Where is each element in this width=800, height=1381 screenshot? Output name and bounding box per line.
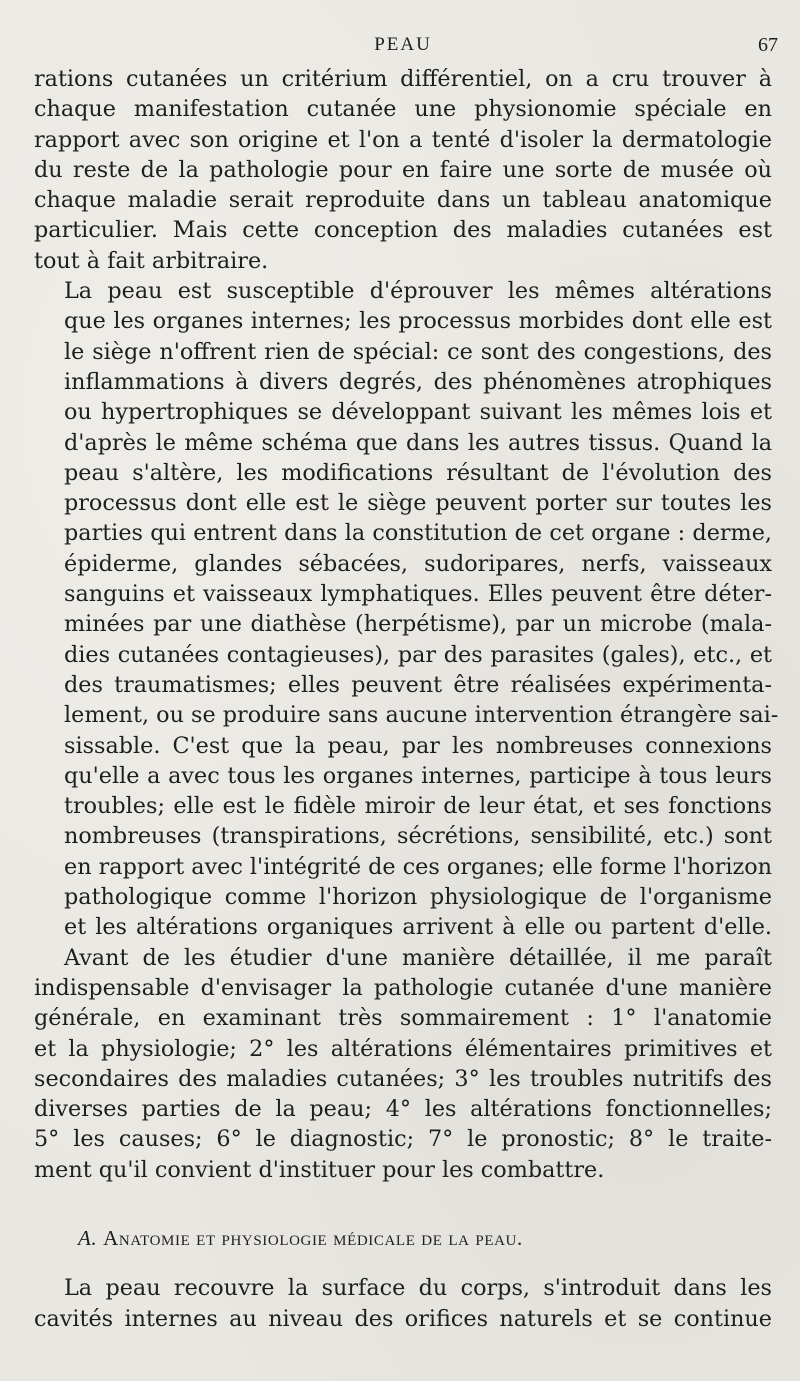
section-heading xyxy=(34,1223,772,1253)
text-line: indispensable d'envisager la pathologie cutanée d'une manière xyxy=(34,974,772,1001)
text-line: chaque manifestation cutanée une physionomie spéciale en xyxy=(34,96,772,123)
text-line: chaque maladie serait reproduite dans un tableau anatomique xyxy=(34,187,772,214)
text-line: en rapport avec l'intégrité de ces organes; elle forme l'horizon xyxy=(64,853,773,880)
text-line: secondaires des maladies cutanées; 3° les troubles nutritifs des xyxy=(34,1065,772,1092)
text-line: tout à fait arbitraire. xyxy=(34,247,269,274)
text-line: dies cutanées contagieuses), par des parasites (gales), etc., et xyxy=(64,641,772,668)
text-line: particulier. Mais cette conception des maladies cutanées est xyxy=(34,217,772,244)
text-line: cavités internes au niveau des orifices naturels et se continue xyxy=(34,1305,772,1332)
text-line: qu'elle a avec tous les organes internes, participe à tous leurs xyxy=(64,762,772,789)
text-line: lement, ou se produire sans aucune intervention étrangère sai- xyxy=(64,702,779,729)
paragraph-2 xyxy=(34,276,779,943)
text-line: Avant de les étudier d'une manière détaillée, il me paraît xyxy=(64,944,772,971)
text-line: du reste de la pathologie pour en faire une sorte de musée où xyxy=(34,156,772,183)
text-line: ment qu'il convient d'instituer pour les combattre. xyxy=(34,1156,605,1183)
text-line: 5° les causes; 6° le diagnostic; 7° le pronostic; 8° le traite- xyxy=(34,1126,772,1153)
section-title: Anatomie et physiologie médicale de la peau. xyxy=(103,1225,523,1250)
text-line: sanguins et vaisseaux lymphatiques. Elles peuvent être déter- xyxy=(64,581,772,608)
paragraph-1 xyxy=(34,64,772,276)
text-line: inflammations à divers degrés, des phénomènes atrophiques xyxy=(64,368,772,395)
text-line: rapport avec son origine et l'on a tenté d'isoler la dermatologie xyxy=(34,126,772,153)
text-line: des traumatismes; elles peuvent être réalisées expérimenta- xyxy=(64,671,772,698)
text-line: processus dont elle est le siège peuvent porter sur toutes les xyxy=(64,490,772,517)
book-page xyxy=(34,28,779,1334)
text-line: que les organes internes; les processus morbides dont elle est xyxy=(64,308,772,335)
running-head xyxy=(34,28,778,64)
text-line: et la physiologie; 2° les altérations élémentaires primitives et xyxy=(34,1035,772,1062)
text-line: épiderme, glandes sébacées, sudoripares, nerfs, vaisseaux xyxy=(64,550,772,577)
text-line: diverses parties de la peau; 4° les altérations fonctionnelles; xyxy=(34,1096,772,1123)
text-line: La peau est susceptible d'éprouver les mêmes altérations xyxy=(64,278,772,305)
text-line: parties qui entrent dans la constitution de cet organe : derme, xyxy=(64,520,772,547)
paragraph-3 xyxy=(34,943,772,1185)
text-line: pathologique comme l'horizon physiologique de l'organisme xyxy=(64,884,772,911)
text-line: nombreuses (transpirations, sécrétions, sensibilité, etc.) sont xyxy=(64,823,772,850)
text-line: rations cutanées un critérium différentiel, on a cru trouver à xyxy=(34,66,772,92)
text-line: générale, en examinant très sommairement : 1° l'anatomie xyxy=(34,1005,772,1032)
text-line: et les altérations organiques arrivent à elle ou partent d'elle. xyxy=(64,914,772,941)
body-text xyxy=(34,64,779,1334)
paragraph-4 xyxy=(34,1273,772,1334)
text-line: d'après le même schéma que dans les autres tissus. Quand la xyxy=(64,429,772,456)
text-line: peau s'altère, les modifications résultant de l'évolution des xyxy=(64,459,772,486)
text-line: minées par une diathèse (herpétisme), par un microbe (mala- xyxy=(64,611,772,638)
text-line: le siège n'offrent rien de spécial: ce sont des congestions, des xyxy=(64,338,772,365)
text-line: ou hypertrophiques se développant suivant les mêmes lois et xyxy=(64,399,772,426)
text-line: sissable. C'est que la peau, par les nombreuses connexions xyxy=(64,732,772,759)
page-number: 67 xyxy=(758,34,778,56)
text-line: La peau recouvre la surface du corps, s'introduit dans les xyxy=(64,1275,772,1302)
section-label: A. xyxy=(78,1225,98,1250)
text-line: troubles; elle est le fidèle miroir de leur état, et ses fonctions xyxy=(64,793,772,820)
running-head-title: PEAU xyxy=(374,34,432,55)
